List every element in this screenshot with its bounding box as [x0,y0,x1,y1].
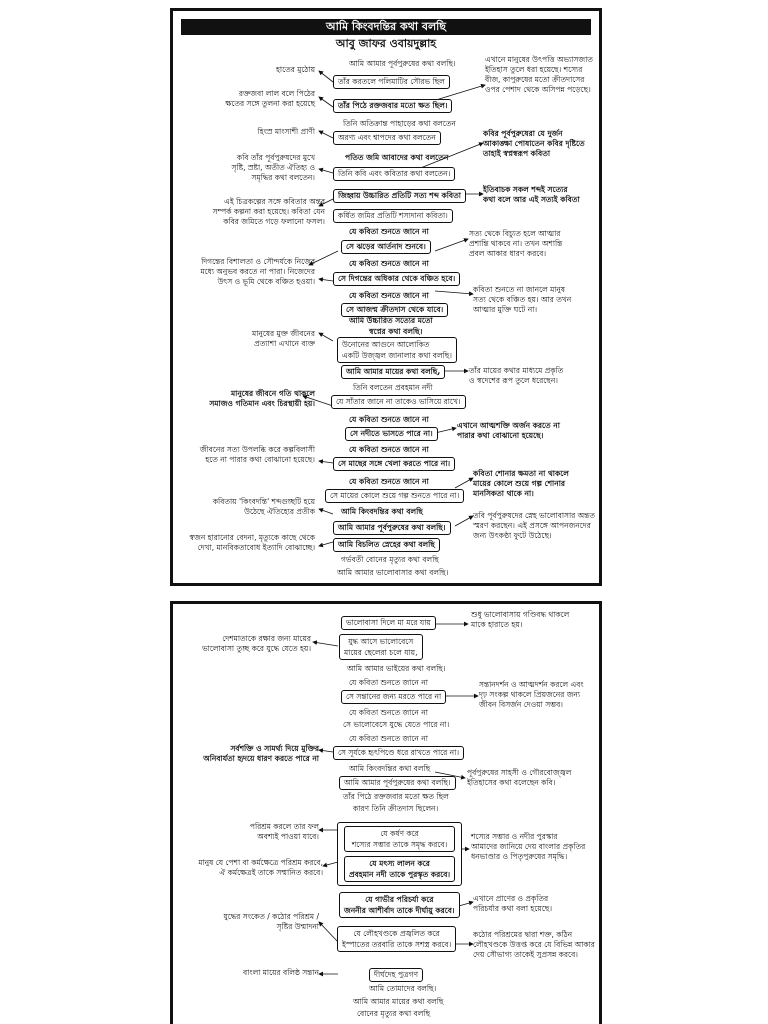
poem-line: আমি উচ্চারিত সত্যের মতো [349,316,433,325]
poem-line: আমি আমার পূর্বপুরুষের কথা বলছি। [333,521,451,535]
poem-line: যুদ্ধ আসে ভালোবেসে [348,637,414,646]
poem-line-box [339,634,423,660]
right-note: শুধু ভালোবাসায় গণ্ডিবদ্ধ থাকলে মাকে হারাতে হয়। [471,610,570,629]
poem-line: কারণ তিনি ক্রীতদাস ছিলেন। [353,804,439,813]
poem-line: যে কবিতা শুনতে জানে না [349,477,429,486]
poem-line: সে নদীতে ভাসতে পারে না। [345,427,438,441]
right-note: শস্যের সম্ভার ও নদীর পুরস্কার আমাদের জানিয়ে দেয় বাংলার প্রকৃতির ধনভাণ্ডার ও পিতৃপুরুষের সমৃদ্ধি। [471,832,586,861]
poem-line: আমি আমার মায়ের কথা বলছি [353,997,444,1006]
poem-line: অরণ্য এবং শ্বাপদের কথা বলতেন [333,131,441,145]
poem-line: বোনের মৃত্যুর কথা বলছি [357,1009,430,1018]
left-note: বাংলা মায়ের বলিষ্ঠ সন্তান [243,968,319,977]
poem-line-box [344,826,455,852]
left-note: হিংস্র মাংসাশী প্রাণী [257,127,315,136]
right-note: পূর্বপুরুষের সাহসী ও গৌরবোজ্জ্বল ইতিহাসের কথা বলেছেন কবি। [467,768,572,787]
right-note: কবির পূর্বপুরুষেরা যে দুর্জন আকাঙ্ক্ষা পোষাতেন কবির দৃষ্টিতে তাহাই স্বপ্নস্বরূপ কবিতা [483,129,585,158]
poem-line: আমি তোমাদের বলছি। [369,984,437,993]
right-note: কঠোর পরিশ্রমের দ্বারা শক্ত, কঠিন লৌহখণ্ডকে উত্তপ্ত করে যে বিভিন্ন আকার দেয় সৌভাগ্য তাকেই সুপ্রসন্ন করবে। [473,930,595,959]
poem-line-box [344,856,455,882]
poem-line: উনোনের আগুনে আলোকিত [342,340,430,349]
poem-line: জননীর আশীর্বাদ তাকে দীর্ঘায়ু করবে। [344,906,455,915]
poem-line: মায়ের ছেলেরা চলে যায়, [344,648,418,657]
poem-line: আমি আমার ভাইয়ের কথা বলছি। [347,664,446,673]
left-note: সর্বশক্তি ও সামর্থ্য দিয়ে মুক্তির অনিবার্যতা হৃদয়ে ধারণ করতে পারে না [203,744,319,763]
left-note: পরিশ্রম করলে তার ফল অবশ্যই পাওয়া যাবে। [249,822,319,841]
poem-line: প্রবহমান নদী তাকে পুরস্কৃত করবে। [349,870,451,879]
left-note: এই চিত্রকল্পের সঙ্গে কবিতার অন্তর সম্পর্ক কল্পনা করা হয়েছে। কবিতা যেন কবির জমিতে গড়ে ফলানো ফসল। [212,197,325,226]
right-note: এখানে মানুষের উৎপত্তি অভ্যাসজাত ইতিহাস তুলে ধরা হয়েছে। শস্যের বীজ, কাপুরুষের মতো ক্রীতদাসের ওপর পেশাদ থেকে অসিপন্ন পড়েছে। [485,55,593,94]
poem-line: যে কবিতা শুনতে জানে না [349,734,428,743]
poem-line: সে মাছের সঙ্গে খেলা করতে পারে না। [333,457,455,471]
left-note: কবি তাঁর পূর্বপুরুষদের মুখে সৃষ্টি, স্রষ্টা, অতীত ঐতিহ্য ও সমৃদ্ধির কথা বলতেন। [231,153,315,182]
left-note: কবিতায় 'কিংবদন্তি' শব্দগুচ্ছটি হয়ে উঠেছে ঐতিহ্যের প্রতীক [212,497,315,516]
poem-line: সে আজন্ম ক্রীতদাস থেকে যাবে। [341,303,448,317]
poem-line: যে মৎস্য লালন করে [369,859,430,868]
left-note: মানুষের জীবনে গতি থাকলে সমাজও গতিমান এবং চিরস্থায়ী হয়। [209,389,315,408]
poem-line: আমি আমার পূর্বপুরুষের কথা বলছি। [339,776,456,790]
right-note: সত্য থেকে বিচ্যুত হলে আত্মার প্রশান্তি থাকবে না। তখন অশান্তি প্রবল আকার ধারণ করবে। [469,229,563,258]
poem-line: সে দিগন্তের অধিকার থেকে বঞ্চিত হবে। [333,272,460,286]
poem-line: পতিত জমি আবাদের কথা বলতেন [345,153,449,162]
poem-line: যে কবিতা শুনতে জানে না [349,708,428,717]
poem-line: তাঁর পিঠে রক্তজবার মতো ক্ষত ছিল। [333,99,452,113]
left-note: দিগন্তের বিশালতা ও সৌন্দর্যকে নিজের মধ্যে অনুভব করতে না পারা। নিজেদের উৎস ও ভূমি থেকে বঞ্চিত হওয়া। [200,257,315,286]
poem-line: দীর্ঘদেহ পুত্রগণ [369,968,423,982]
right-note: ইতিবাচক সকল শব্দই সত্যের কথা বলে আর এই সত্যই কবিতা [483,185,580,204]
poem-line: কর্ষিত জমির প্রতিটি শস্যদানা কবিতা। [333,209,453,223]
right-note: তাঁর মায়ের কথার মাধ্যমে প্রকৃতি ও স্বদেশের রূপ তুলে ধরেছেন। [469,366,564,385]
right-note: সন্তানদর্শন ও আত্মদর্শন করলে এবং দৃঢ় সংকল্প থাকলে প্রিয়জনের জন্য জীবন বিসর্জন দেওয়া সম্ভব। [479,680,584,709]
poem-line: ভালোবাসা দিলে মা মরে যায় [341,616,436,630]
poem-line: তাঁর করতলে পলিমাটির সৌরভ ছিল [333,75,450,89]
poem-line: যে কবিতা শুনতে জানে না [349,415,429,424]
poem-line: আমি আমার মায়ের কথা বলছি, [341,365,445,379]
right-note: কবিতা শোনার ক্ষমতা না থাকলে মায়ের কোলে শুয়ে গল্প শোনার মানসিকতা থাকে না। [473,469,569,498]
right-note: এখানে আত্মশক্তি অর্জন করতে না পারার কথা বোঝানো হয়েছে। [457,421,560,440]
poem-line: তাঁর পিঠে রক্তজবার মতো ক্ষত ছিল [343,792,449,801]
page-1 [170,8,602,586]
poem-line: গর্ভবতী বোনের মৃত্যুর কথা বলছি [341,555,439,564]
right-note: এখানে প্রাণের ও প্রকৃতির পরিচর্যার কথা বলা হয়েছে। [473,894,553,913]
poem-line: যে সাঁতার জানে না তাকেও ভাসিয়ে রাখে। [331,395,466,409]
poem-line-box [337,337,457,363]
poem-stanza-box [337,822,462,886]
poem-line: সে সূর্যকে হৃৎপিণ্ডে ধরে রাখতে পারে না। [333,746,464,760]
poem-line: সে মায়ের কোলে শুয়ে গল্প শুনতে পারে না। [325,489,464,503]
poem-line: যে লৌহখণ্ডকে প্রজ্বলিত করে [353,929,440,938]
right-note: তবি পূর্বপুরুষদের স্নেহ ভালোবাসার অন্তত স্মরণ করছেন। এই প্রসঙ্গে আপনজনদের জন্য উৎকণ্ঠা ফুটে উঠেছে। [473,511,595,540]
poem-line: আমি কিংবদন্তির কথা বলছি [349,764,431,773]
poem-line: যে কবিতা শুনতে জানে না [349,445,429,454]
poem-line: যে কবিতা শুনতে জানে না [349,291,429,300]
poem-line: সে ভালোবেসে যুদ্ধে যেতে পারে না। [343,720,450,729]
right-note: কবিতা শুনতে না জানলে মানুষ সত্য থেকে বঞ্চিত হয়। আর তখন আত্মার মুক্তি ঘটে না। [473,285,572,314]
poem-line: জিহ্বায় উচ্চারিত প্রতিটি সত্য শব্দ কবিতা [333,189,466,203]
poem-line: শস্যের সম্ভার তাকে সমৃদ্ধ করবে। [351,840,448,849]
poem-line: ইস্পাতের তরবারি তাকে সশস্ত্র করবে। [342,940,452,949]
poem-line-box [337,926,456,952]
poem-line: আমি আমার পূর্বপুরুষের কথা বলছি। [349,59,456,68]
left-note: দেশমাতাকে রক্ষার জন্য মায়ের ভালোবাসা তুচ্ছ করে যুদ্ধে যেতে হয়। [202,634,311,653]
poem-line: স্বপ্নের কথা বলছি। [369,327,423,336]
left-note: রক্তজবা লাল বলে পিঠের ক্ষতের সঙ্গে তুলনা করা হয়েছে [225,89,315,108]
page-2 [170,601,602,1024]
poem-line: তিনি বলতেন প্রবহমান নদী [353,383,433,392]
poem-line: যে গাভীর পরিচর্যা করে [365,895,434,904]
poem-line: যে কর্ষণ করে [380,829,419,838]
poem-line: আমি আমার ভালোবাসার কথা বলছি। [337,568,449,577]
left-note: মানুষ যে পেশা বা কর্মক্ষেত্রে পরিশ্রম করবে, ঐ কর্মক্ষেত্রই তাকে সম্মানিত করবে। [198,858,323,877]
poem-line: যে কবিতা শুনতে জানে না [349,678,428,687]
poem-title: আমি কিংবদন্তির কথা বলছি [181,19,591,35]
poem-line: যে কবিতা শুনতে জানে না [349,227,429,236]
left-note: হাতের মুঠোয় [275,65,315,74]
poem-line: তিনি কবি এবং কবিতার কথা বলতেন। [333,167,455,181]
left-note: স্বজন হারানোর বেদনা, মৃত্যুকে কাছে থেকে দেখা, মানবিকতাবোধ ইত্যাদি বোঝাচ্ছে। [189,533,315,552]
left-note: জীবনের সত্য উপলব্ধি করে কল্পবিলাসী হতে না পারার কথা বোঝানো হয়েছে। [199,445,315,464]
left-note: যুদ্ধের সংকেত / কঠোর পরিশ্রম / সৃষ্টির উন্মাদনা [223,912,319,931]
poem-line: সে ঝড়ের আর্তনাদ শুনবে। [341,240,431,254]
poem-line: যে কবিতা শুনতে জানে না [349,259,429,268]
poem-line: আমি কিংবদন্তির কথা বলছি [341,507,423,516]
poem-line: সে সন্তানের জন্য মরতে পারে না [341,690,446,704]
poem-line: আমি বিচলিত স্নেহের কথা বলছি [333,538,440,552]
poem-line: তিনি অতিক্রান্ত পাহাড়ের কথা বলতেন [343,119,456,128]
left-note: মানুষের মুক্ত জীবনের প্রত্যাশা এখানে ব্যক্ত [252,329,315,348]
poem-author: আবু জাফর ওবায়দুল্লাহ [335,37,437,50]
poem-line: একটি উজ্জ্বল জানালার কথা বলছি। [342,351,452,360]
poem-line-box [339,892,460,918]
